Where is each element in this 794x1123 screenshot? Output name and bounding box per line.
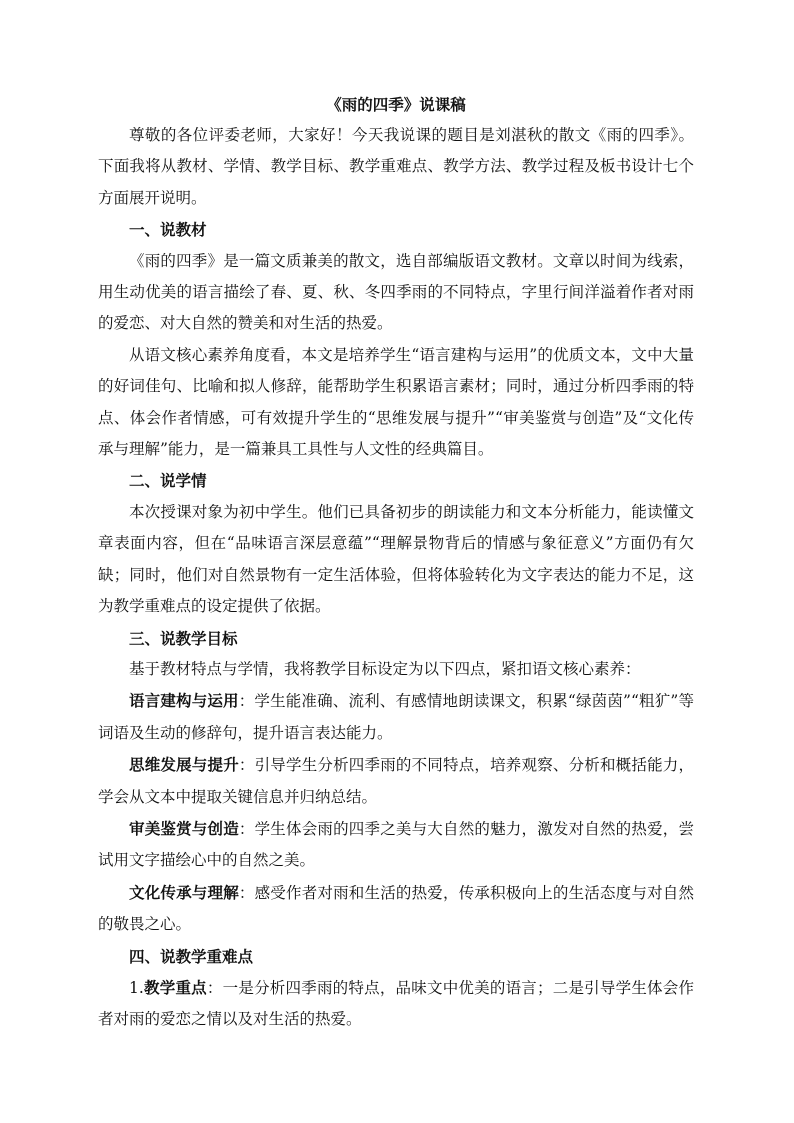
goal-lead: 思维发展与提升 [129, 755, 239, 775]
goal-item-thinking [98, 749, 694, 813]
goal-text: ：引导学生分析四季雨的不同特点，培养观察、分析和概括能力，学会从文本中提取关键信息并归纳总结。 [98, 756, 694, 806]
key-point-item-1 [98, 972, 694, 1036]
intro-paragraph: 尊敬的各位评委老师，大家好！今天我说课的题目是刘湛秋的散文《雨的四季》。下面我将从教材、学情、教学目标、教学重难点、教学方法、教学过程及板书设计七个方面展开说明。 [98, 126, 694, 207]
goal-item-language [98, 685, 694, 749]
goal-item-aesthetics [98, 813, 694, 877]
key-point-text: ：一是分析四季雨的特点，品味文中优美的语言；二是引导学生体会作者对雨的爱恋之情以及对生活的热爱。 [98, 978, 694, 1029]
goal-item-culture [98, 877, 694, 941]
goals-intro-paragraph: 基于教材特点与学情，我将教学目标设定为以下四点，紧扣语文核心素养： [129, 659, 641, 678]
section-heading-textbook: 一、说教材 [129, 220, 207, 240]
key-point-number: 1. [129, 978, 144, 997]
section-heading-key-points: 四、说教学重难点 [129, 946, 254, 966]
section-heading-goals: 三、说教学目标 [129, 628, 238, 648]
document-body [98, 94, 694, 1036]
goal-text: ：学生能准确、流利、有感情地朗读课文，积累“绿茵茵”“粗犷”等词语及生动的修辞句，提升语言表达能力。 [98, 692, 694, 742]
document-title: 《雨的四季》说课稿 [326, 95, 466, 114]
goal-text: ：学生体会雨的四季之美与大自然的魅力，激发对自然的热爱，尝试用文字描绘心中的自然之美。 [98, 819, 694, 870]
goal-lead: 审美鉴赏与创造 [129, 818, 239, 838]
students-paragraph-1: 本次授课对象为初中学生。他们已具备初步的朗读能力和文本分析能力，能读懂文章表面内容，但在“品味语言深层意蕴”“理解景物背后的情感与象征意义”方面仍有欠缺；同时，他们对自然景物有一定生活体验，但将体验转化为文字表达的能力不足，这为教学重难点的设定提供了依据。 [98, 502, 694, 616]
textbook-paragraph-1: 《雨的四季》是一篇文质兼美的散文，选自部编版语文教材。文章以时间为线索，用生动优美的语言描绘了春、夏、秋、冬四季雨的不同特点，字里行间洋溢着作者对雨的爱恋、对大自然的赞美和对生活的热爱。 [98, 251, 694, 333]
key-point-lead: 教学重点 [143, 977, 207, 997]
goal-lead: 语言建构与运用 [129, 691, 239, 711]
textbook-paragraph-2: 从语文核心素养角度看，本文是培养学生“语言建构与运用”的优质文本，文中大量的好词佳句、比喻和拟人修辞，能帮助学生积累语言素材；同时，通过分析四季雨的特点、体会作者情感，可有效提升学生的“思维发展与提升”“审美鉴赏与创造”及“文化传承与理解”能力，是一篇兼具工具性与人文性的经典篇目。 [98, 345, 694, 459]
section-heading-students: 二、说学情 [129, 471, 207, 491]
goal-text: ：感受作者对雨和生活的热爱，传承积极向上的生活态度与对自然的敬畏之心。 [98, 883, 694, 934]
goal-lead: 文化传承与理解 [129, 882, 239, 902]
